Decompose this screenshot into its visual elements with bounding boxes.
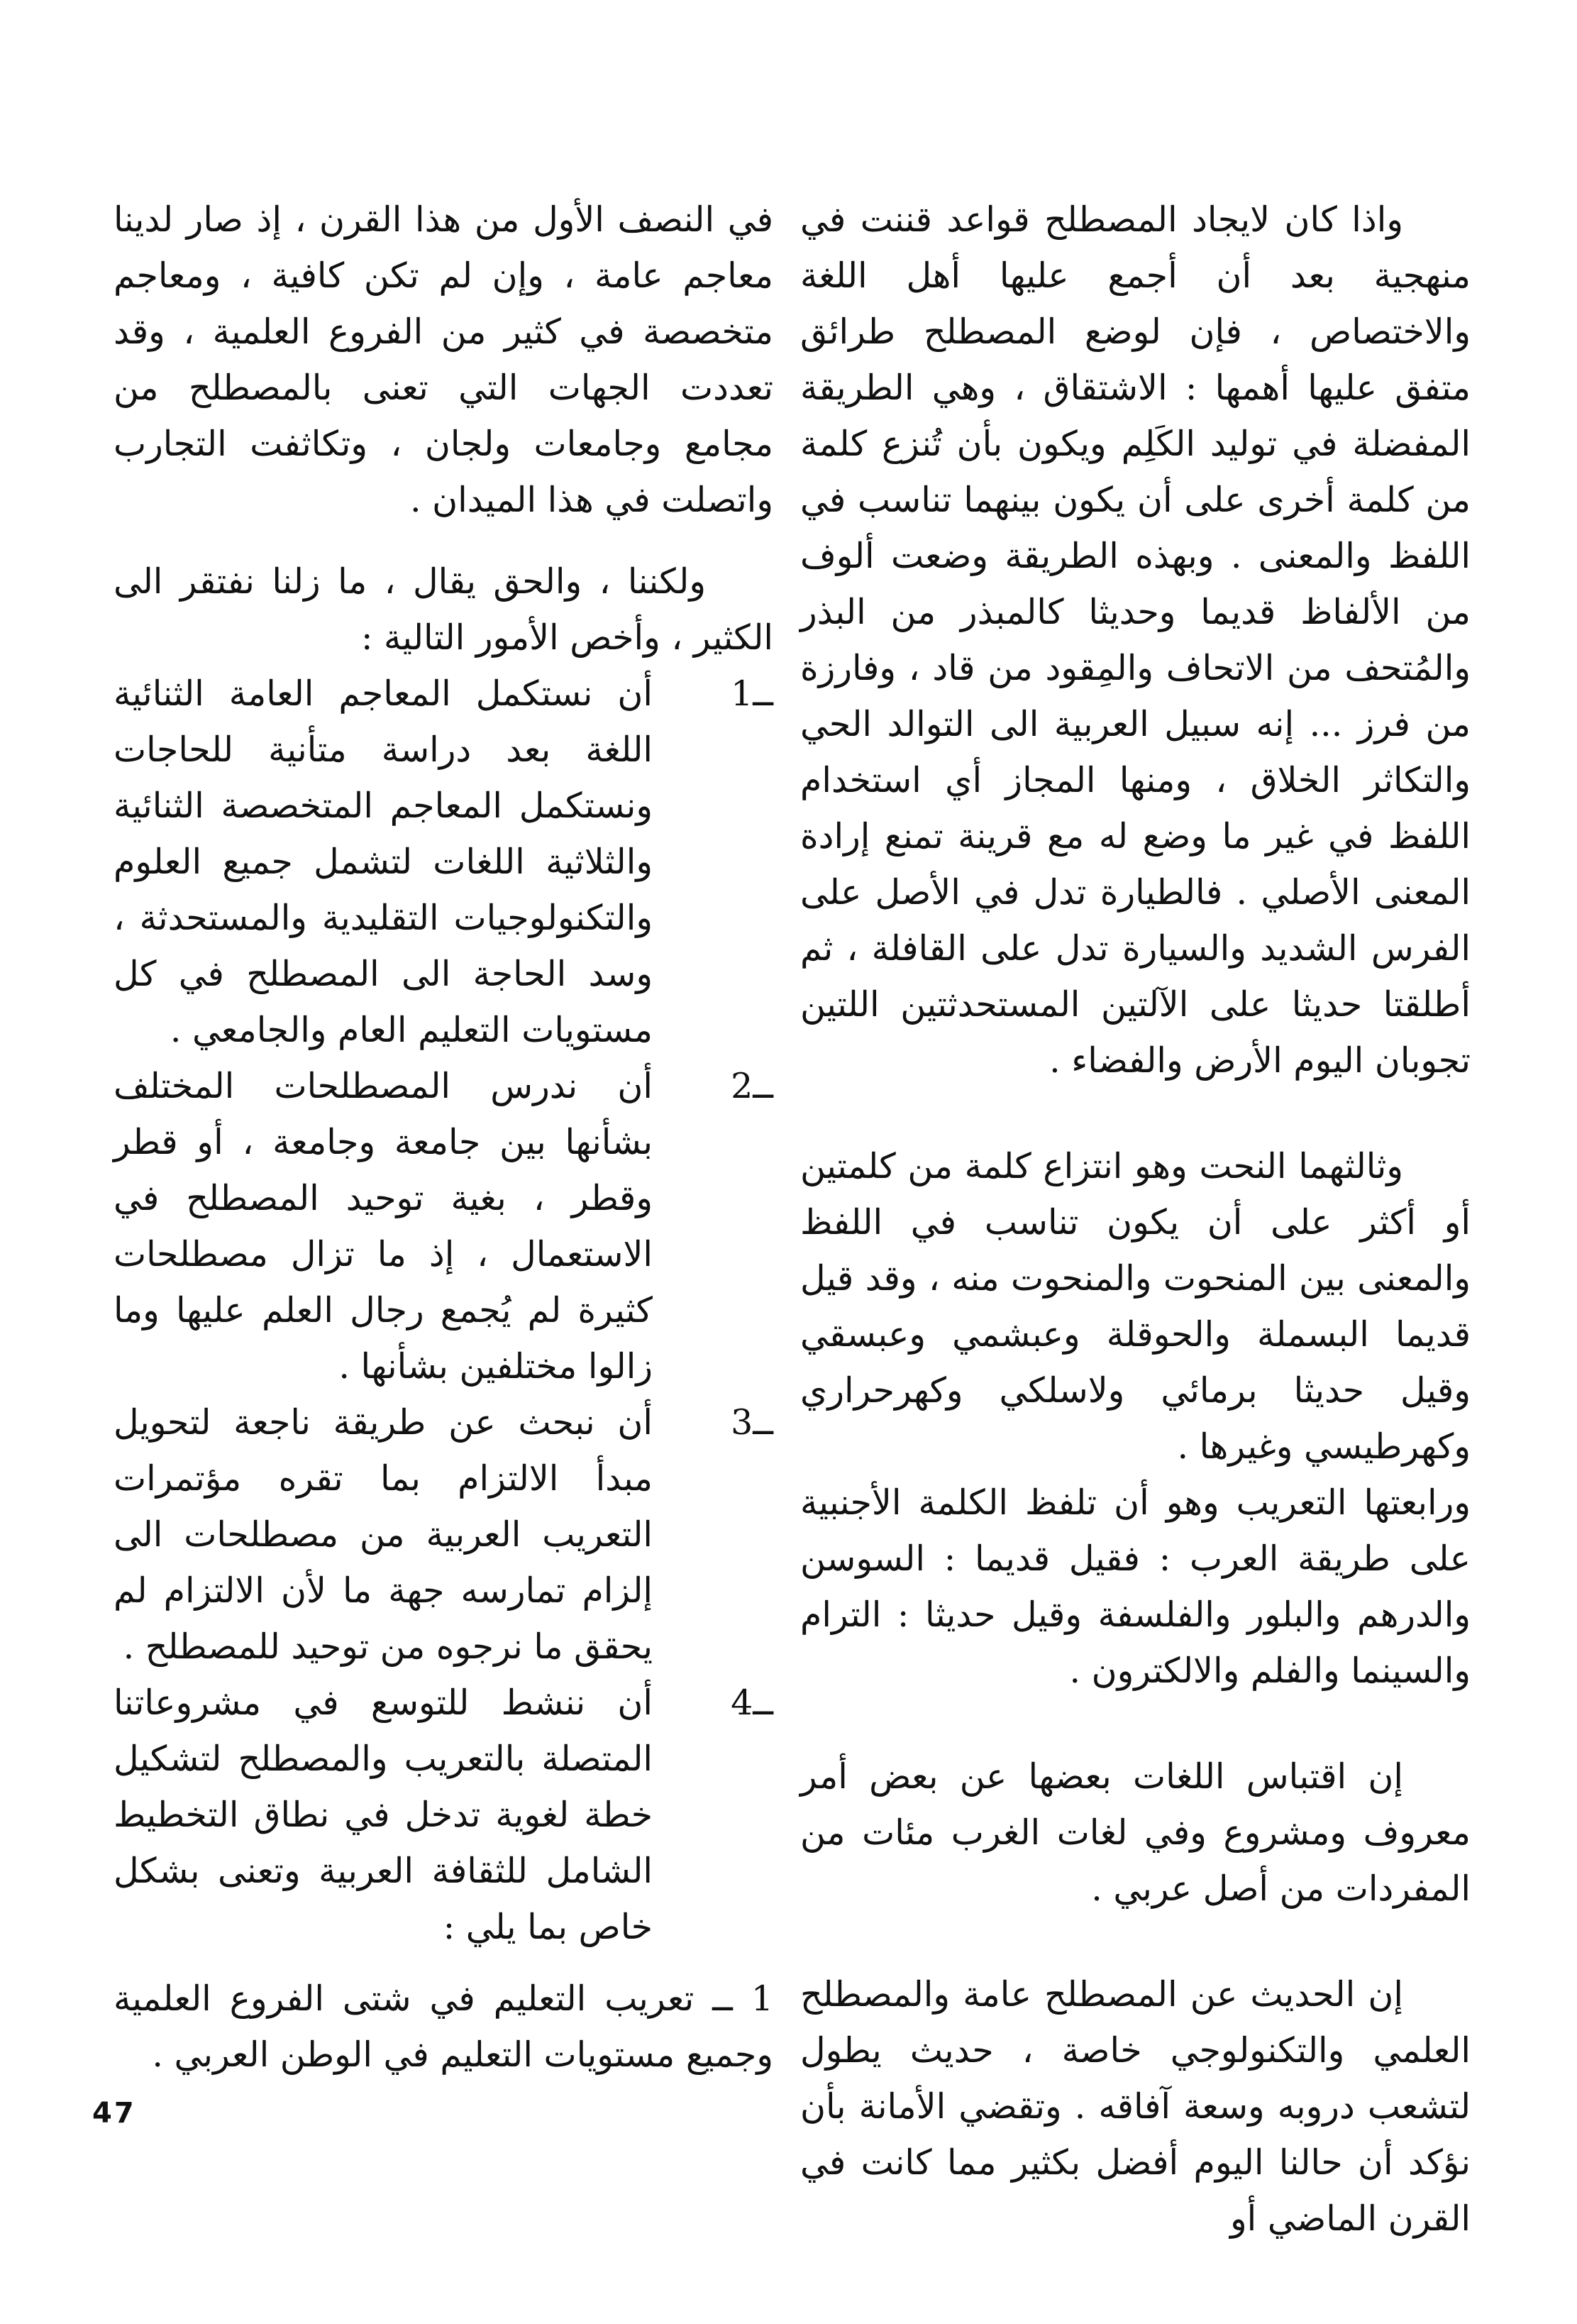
paragraph-terminology-talk: إن الحديث عن المصطلح عامة والمصطلح العلمي والتكنولوجي خاصة ، حديث يطول لتشعب دروبه وسعة آفاقه . وتقضي الأمانة بأن نؤكد أن حالنا اليوم أفضل بكثير مما كانت في القرن الماضي أو <box>800 1974 1471 2239</box>
numbered-item-2 <box>114 1058 773 1394</box>
item-number: 3 <box>731 1402 753 1443</box>
paragraph-compounding: وثالثهما النحت وهو انتزاع كلمة من كلمتين أو أكثر على أن يكون تناسب في اللفظ والمعنى بين المنحوت والمنحوت منه ، وقد قيل قديما البسملة والحوقلة وعبشمي وعبسقي وقيل حديثا برمائي ولاسلكي وكهرحراري وكهرطيسي وغيرها . <box>800 1146 1471 1467</box>
paragraph-arabization: ورابعتها التعريب وهو أن تلفظ الكلمة الأجنبية على طريقة العرب : فقيل قديما : السوسن والدرهم والبلور والفلسفة وقيل حديثا : الترام والسينما والفلم والالكترون . <box>800 1482 1471 1691</box>
item-dash: ــ <box>753 1066 773 1106</box>
item-dash: ــ <box>753 673 773 714</box>
sub-item-1: 1 ــ تعريب التعليم في شتى الفروع العلمية وجميع مستويات التعليم في الوطن العربي . <box>114 1978 773 2075</box>
item-text: أن ندرس المصطلحات المختلف بشأنها بين جامعة وجامعة ، أو قطر وقطر ، بغية توحيد المصطلح في الاستعمال ، إذ ما تزال مصطلحات كثيرة لم يُجمع رجال العلم عليها وما زالوا مختلفين بشأنها . <box>114 1066 653 1387</box>
numbered-item-4 <box>114 1675 773 1955</box>
left-text-column <box>114 192 773 2083</box>
right-text-column <box>800 192 1471 2247</box>
numbered-item-3 <box>114 1394 773 1675</box>
paragraph-needs-intro: ولكننا ، والحق يقال ، ما زلنا نفتقر الى الكثير ، وأخص الأمور التالية : <box>114 561 773 658</box>
item-number: 2 <box>731 1066 753 1106</box>
paragraph-borrowing: إن اقتباس اللغات بعضها عن بعض أمر معروف ومشروع وفي لغات الغرب مئات من المفردات من أصل عربي . <box>800 1756 1471 1909</box>
numbered-item-1 <box>114 666 773 1058</box>
item-number: 4 <box>731 1683 753 1723</box>
paragraph-continuation: في النصف الأول من هذا القرن ، إذ صار لدينا معاجم عامة ، وإن لم تكن كافية ، ومعاجم متخصصة في كثير من الفروع العلمية ، وقد تعددت الجهات التي تعنى بالمصطلح من مجامع وجامعات ولجان ، وتكاثفت التجارب واتصلت في هذا الميدان . <box>114 199 773 520</box>
paragraph-derivation-metaphor: واذا كان لايجاد المصطلح قواعد قننت في منهجية بعد أن أجمع عليها أهل اللغة والاختصاص ، فإن لوضع المصطلح طرائق متفق عليها أهمها : الاشتقاق ، وهي الطريقة المفضلة في توليد الكَلِم ويكون بأن تُنزع كلمة من كلمة أخرى على أن يكون بينهما تناسب في اللفظ والمعنى . وبهذه الطريقة وضعت ألوف من الألفاظ قديما وحديثا كالمبذر من البذر والمُتحف من الاتحاف والمِقود من قاد ، وفارزة من فرز ... إنه سبيل العربية الى التوالد الحي والتكاثر الخلاق ، ومنها المجاز أي استخدام اللفظ في غير ما وضع له مع قرينة تمنع إرادة المعنى الأصلي . فالطيارة تدل في الأصل على الفرس الشديد والسيارة تدل على القافلة ، ثم أطلقتا حديثا على الآلتين المستحدثتين اللتين تجوبان اليوم الأرض والفضاء . <box>800 199 1471 1081</box>
page-number: 47 <box>92 2097 136 2130</box>
item-dash: ــ <box>753 1683 773 1723</box>
item-text: أن نبحث عن طريقة ناجعة لتحويل مبدأ الالتزام بما تقره مؤتمرات التعريب العربية من مصطلحات الى إلزام تمارسه جهة ما لأن الالتزام لم يحقق ما نرجوه من توحيد للمصطلح . <box>114 1402 653 1667</box>
item-text: أن نستكمل المعاجم العامة الثنائية اللغة بعد دراسة متأنية للحاجات ونستكمل المعاجم المتخصصة الثنائية والثلاثية اللغات لتشمل جميع العلوم والتكنولوجيات التقليدية والمستحدثة ، وسد الحاجة الى المصطلح في كل مستويات التعليم العام والجامعي . <box>114 673 653 1050</box>
item-dash: ــ <box>753 1402 773 1443</box>
item-number: 1 <box>731 673 753 714</box>
item-text: أن ننشط للتوسع في مشروعاتنا المتصلة بالتعريب والمصطلح لتشكيل خطة لغوية تدخل في نطاق التخطيط الشامل للثقافة العربية وتعنى بشكل خاص بما يلي : <box>114 1683 653 1947</box>
